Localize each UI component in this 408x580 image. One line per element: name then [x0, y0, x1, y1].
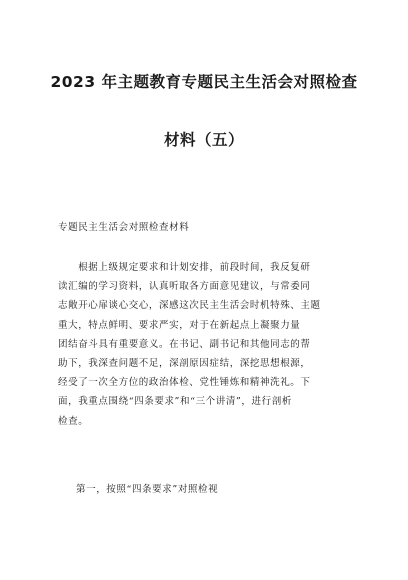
paragraph-line: 面，我重点围绕“四条要求”和“三个讲清”，进行剖析 — [58, 396, 292, 408]
paragraph-line: 根据上级规定要求和计划安排，前段时间，我反复研 — [58, 262, 311, 273]
document-subtitle: 专题民主生活会对照检查材料 — [58, 222, 190, 233]
paragraph-line: 读汇编的学习资料，认真听取各方面意见建议，与常委同 — [58, 281, 311, 293]
document-title-line-2: 材料（五） — [163, 131, 244, 149]
document-title-line-1: 2023 年主题教育专题民主生活会对照检查 — [50, 73, 358, 91]
paragraph-line: 助下，我深查问题不足，深剖原因症结，深挖思想根源， — [58, 357, 311, 369]
paragraph-line: 经受了一次全方位的政治体检、党性锤炼和精神洗礼。下 — [58, 377, 311, 389]
paragraph-line: 志敞开心扉谈心交心，深感这次民主生活会时机特殊、主题 — [58, 300, 321, 312]
paragraph-line: 检查。 — [58, 415, 89, 427]
section-heading: 第一，按照“四条要求”对照检视 — [76, 484, 219, 495]
body-paragraph — [58, 258, 350, 431]
paragraph-line: 重大，特点鲜明、要求严实，对于在新起点上凝聚力量 — [58, 319, 301, 331]
paragraph-line: 团结奋斗具有重要意义。在书记、副书记和其他同志的帮 — [58, 338, 311, 350]
